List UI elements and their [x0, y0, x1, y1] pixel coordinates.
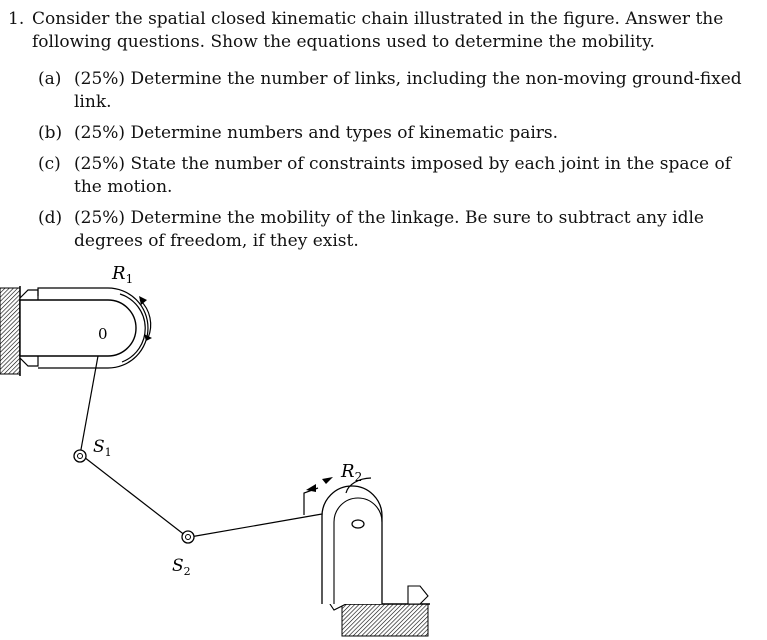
revolute-joint-r1 [20, 288, 152, 368]
part-c [38, 153, 744, 199]
label-r2-sub: 2 [354, 470, 363, 484]
spherical-joint-s1 [74, 450, 86, 462]
left-ground [0, 286, 20, 376]
part-a-text: (25%) Determine the number of links, including the non-moving ground-fixed link. [74, 69, 742, 112]
part-a-label: (a) [38, 69, 62, 89]
label-s1-main: S [93, 437, 105, 457]
label-r1-sub: 1 [125, 272, 134, 286]
label-s1-sub: 1 [104, 446, 112, 459]
part-d-text: (25%) Determine the mobility of the linkage. Be sure to subtract any idle degrees of freedom, if they exist. [74, 208, 704, 251]
link-2 [84, 457, 186, 536]
question-parts [38, 68, 744, 261]
part-d-label: (d) [38, 208, 63, 228]
part-b [38, 122, 744, 145]
problem-stem: Consider the spatial closed kinematic chain illustrated in the figure. Answer the following questions. Show the equations used to determine the mobility. [32, 9, 724, 52]
label-r1 [111, 263, 133, 286]
part-b-text: (25%) Determine numbers and types of kinematic pairs. [74, 123, 559, 143]
label-r2 [340, 461, 362, 484]
link-3 [190, 514, 322, 537]
part-c-text: (25%) State the number of constraints imposed by each joint in the space of the motion. [74, 154, 732, 197]
problem-number: 1. [8, 9, 25, 29]
part-b-label: (b) [38, 123, 63, 143]
label-s1 [93, 437, 112, 459]
part-a [38, 68, 744, 114]
kinematic-chain-figure [0, 250, 767, 640]
label-s2-sub: 2 [183, 565, 191, 578]
zero-mark: 0 [98, 325, 108, 343]
problem-1 [8, 8, 748, 54]
links [80, 356, 322, 537]
part-c-label: (c) [38, 154, 61, 174]
label-r1-main: R [112, 263, 126, 284]
label-r2-main: R [341, 461, 355, 482]
revolute-joint-r2 [304, 477, 430, 636]
part-d [38, 207, 744, 253]
spherical-joint-s2 [182, 531, 194, 543]
label-s2-main: S [172, 556, 184, 576]
label-s2 [172, 556, 191, 578]
